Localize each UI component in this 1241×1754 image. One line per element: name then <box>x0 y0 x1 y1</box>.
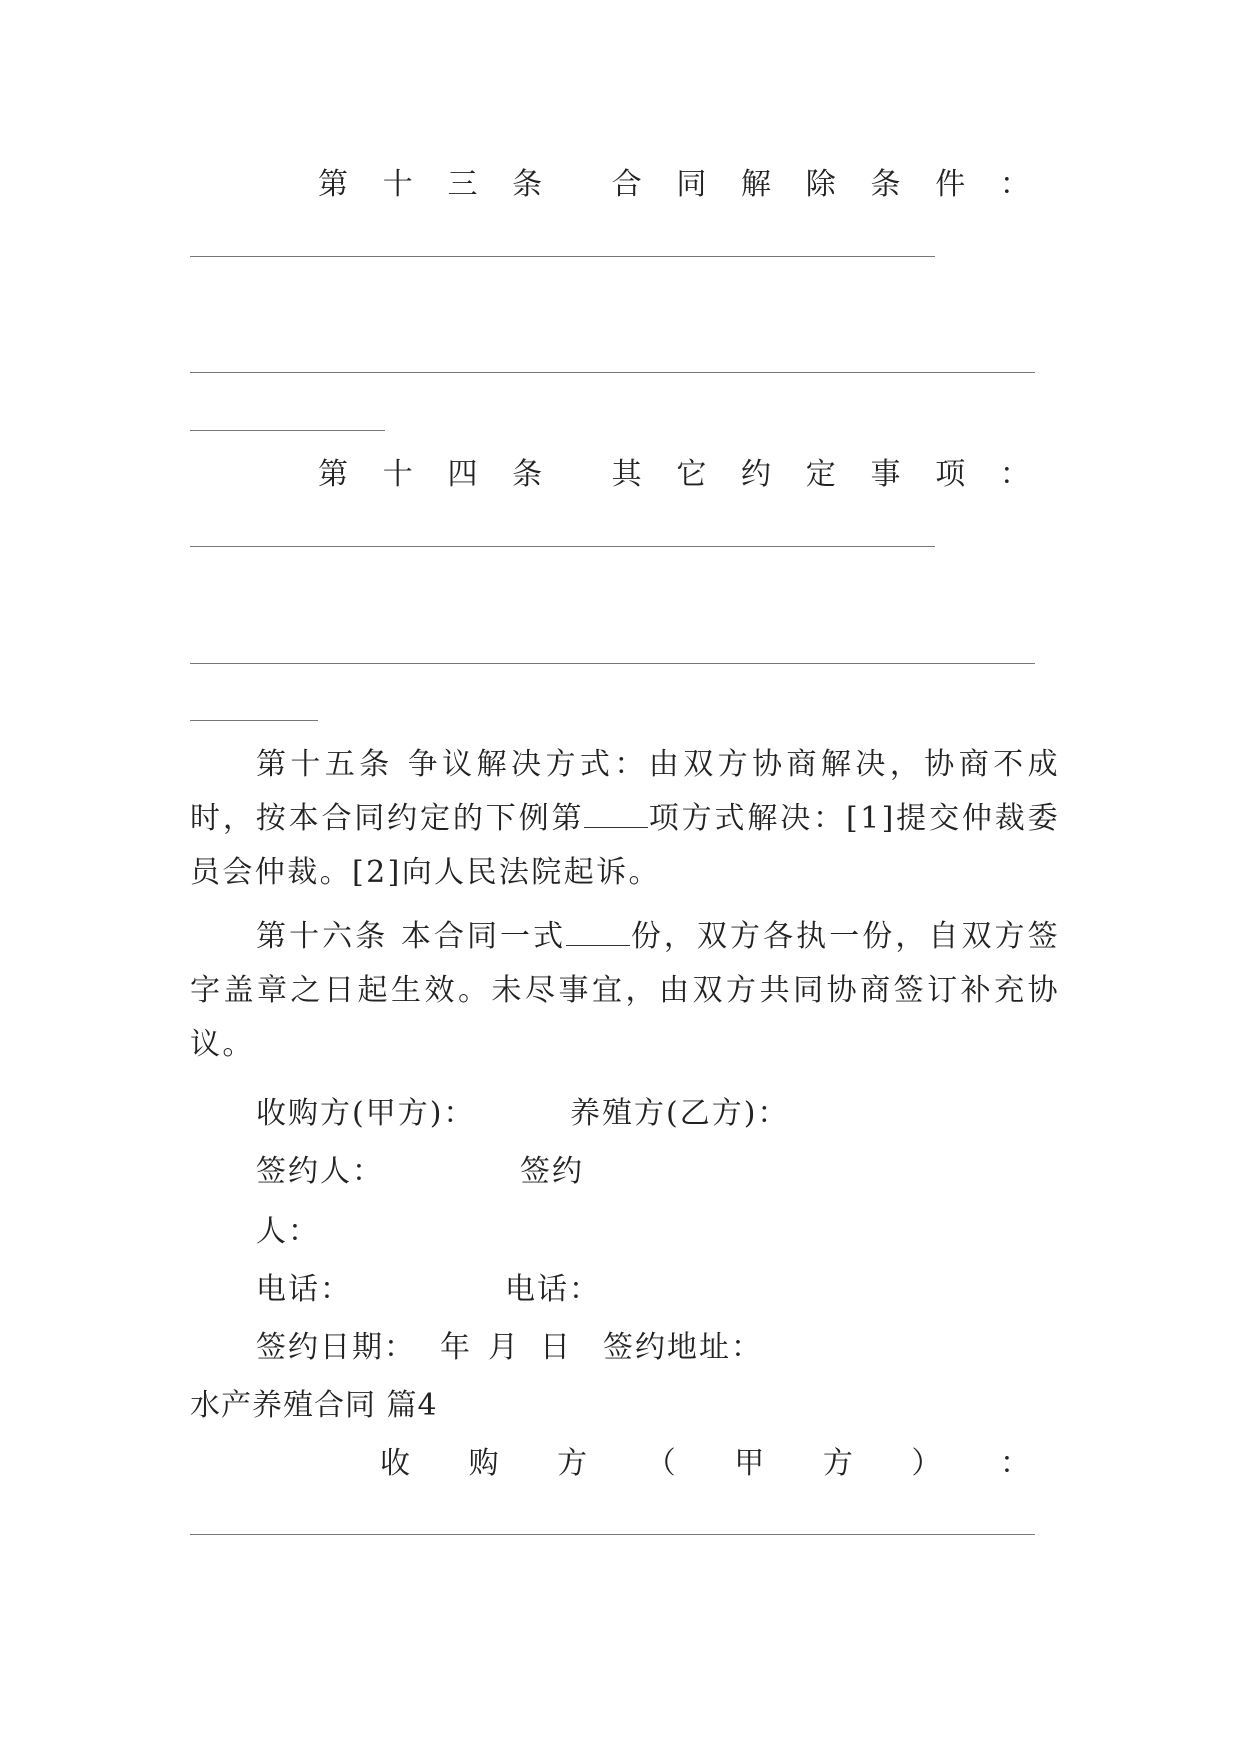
heading-char: 四 <box>447 457 478 492</box>
blank-line <box>190 1534 1035 1535</box>
heading-char: 三 <box>447 167 478 202</box>
article-14-heading <box>318 455 1030 495</box>
heading-char: ） <box>911 1446 942 1481</box>
phone-right-label: 电话： <box>505 1272 601 1307</box>
buyer-heading <box>380 1444 1030 1484</box>
signer-right-label-part1: 签约 <box>520 1154 584 1189</box>
heading-char: 方 <box>557 1446 588 1481</box>
heading-char: 甲 <box>734 1446 765 1481</box>
phone-left-label: 电话： <box>256 1272 352 1307</box>
heading-char: 第 <box>318 167 348 202</box>
heading-char: 购 <box>468 1446 499 1481</box>
section-title: 水产养殖合同 篇4 <box>190 1388 438 1423</box>
article-16-paragraph <box>190 910 1060 1072</box>
sign-day: 日 <box>540 1330 572 1365</box>
heading-char: 条 <box>512 167 543 202</box>
heading-char: 解 <box>741 167 772 202</box>
article-16-text-b: 份，双方各执一份，自双方签字盖章之日起生效。未尽事宜，由双方共同协商签订补充协议。 <box>190 919 1060 1062</box>
sign-date-label: 签约日期： <box>256 1330 416 1365</box>
article-13-heading <box>318 165 1030 205</box>
blank-line <box>190 430 385 431</box>
heading-char: 约 <box>741 457 772 492</box>
sign-month: 月 <box>488 1330 520 1365</box>
heading-char: 件 <box>935 167 966 202</box>
heading-char: 它 <box>676 457 707 492</box>
heading-char: ： <box>999 1446 1030 1481</box>
heading-char: ： <box>999 457 1030 492</box>
blank-line <box>190 372 1035 373</box>
signer-left-label: 签约人： <box>256 1154 384 1189</box>
buyer-label: 收购方(甲方)： <box>256 1096 476 1131</box>
sign-year: 年 <box>440 1330 472 1365</box>
blank-line <box>190 256 935 257</box>
heading-char: 合 <box>611 167 642 202</box>
blank-line <box>190 663 1035 664</box>
article-15-text-b: 项方式解决：[1]提交仲裁委员会仲裁。[2]向人民法院起诉。 <box>190 801 1060 890</box>
heading-char: 方 <box>822 1446 853 1481</box>
heading-char: 项 <box>935 457 966 492</box>
sign-place-label: 签约地址： <box>603 1330 763 1365</box>
heading-char: 同 <box>676 167 707 202</box>
heading-char: 十 <box>382 167 413 202</box>
blank-field <box>584 799 648 828</box>
heading-char: 事 <box>870 457 901 492</box>
signer-right-label-part2: 人： <box>256 1214 320 1249</box>
article-15-text-a: 第十五条 争议解决方式：由双方协商解决，协商不成时，按本合同约定的下例第 <box>190 747 1060 836</box>
heading-char: 条 <box>870 167 901 202</box>
article-16-text-a: 第十六条 本合同一式 <box>256 919 567 954</box>
heading-char: ： <box>999 167 1030 202</box>
blank-line <box>190 720 318 721</box>
heading-char: 其 <box>611 457 642 492</box>
heading-char: （ <box>645 1446 676 1481</box>
blank-line <box>190 546 935 547</box>
heading-char: 条 <box>512 457 543 492</box>
farmer-label: 养殖方(乙方)： <box>570 1096 790 1131</box>
blank-field <box>566 917 630 946</box>
heading-char: 定 <box>805 457 836 492</box>
article-15-paragraph <box>190 738 1060 900</box>
heading-char: 收 <box>380 1446 410 1481</box>
heading-char: 除 <box>805 167 836 202</box>
heading-char: 第 <box>318 457 348 492</box>
heading-char: 十 <box>382 457 413 492</box>
